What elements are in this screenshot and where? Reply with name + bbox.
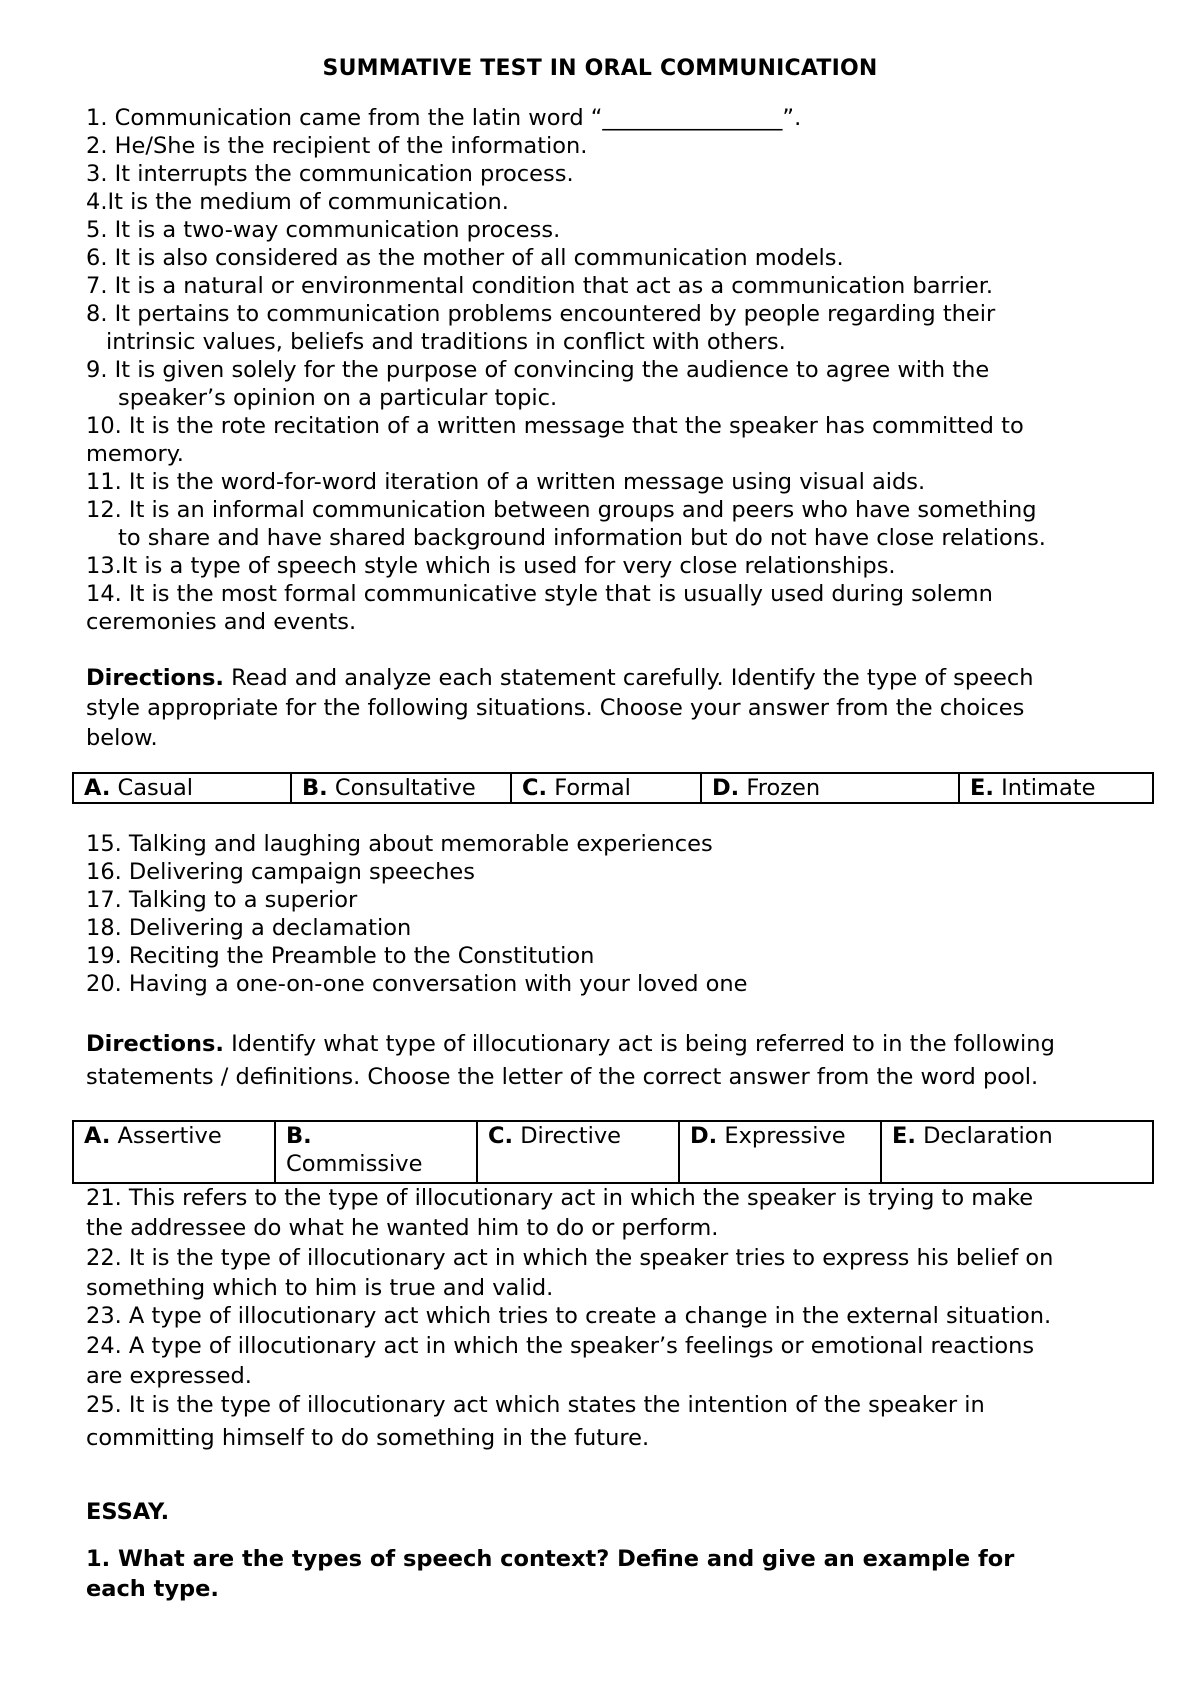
choice-directive: C. Directive	[477, 1121, 679, 1183]
question-25-cont: committing himself to do something in the future.	[86, 1425, 650, 1451]
page-title: SUMMATIVE TEST IN ORAL COMMUNICATION	[322, 56, 878, 81]
question-3: 3. It interrupts the communication process.	[86, 161, 574, 187]
question-6: 6. It is also considered as the mother of all communication models.	[86, 245, 844, 271]
question-13: 13.It is a type of speech style which is used for very close relationships.	[86, 553, 896, 579]
directions-label: Directions.	[86, 665, 224, 691]
question-10-cont: memory.	[86, 441, 184, 467]
choice-casual: A. Casual	[73, 773, 291, 803]
question-10: 10. It is the rote recitation of a written message that the speaker has committed to	[86, 413, 1024, 439]
question-8: 8. It pertains to communication problems encountered by people regarding their	[86, 301, 996, 327]
directions-illocutionary-cont: statements / definitions. Choose the letter of the correct answer from the word pool.	[86, 1064, 1039, 1090]
question-14-cont: ceremonies and events.	[86, 609, 357, 635]
question-9: 9. It is given solely for the purpose of convincing the audience to agree with the	[86, 357, 990, 383]
directions-text: Identify what type of illocutionary act is being referred to in the following	[223, 1031, 1055, 1057]
directions-speech-style	[86, 664, 1034, 692]
question-20: 20. Having a one-on-one conversation with your loved one	[86, 971, 748, 997]
question-24: 24. A type of illocutionary act in which the speaker’s feelings or emotional reactions	[86, 1333, 1035, 1359]
choice-consultative: B. Consultative	[291, 773, 511, 803]
question-24-cont: are expressed.	[86, 1363, 252, 1389]
choice-commissive: B. Commissive	[275, 1121, 477, 1183]
choice-formal: C. Formal	[511, 773, 701, 803]
question-25: 25. It is the type of illocutionary act which states the intention of the speaker in	[86, 1392, 985, 1418]
question-16: 16. Delivering campaign speeches	[86, 859, 475, 885]
question-9-cont: speaker’s opinion on a particular topic.	[118, 385, 558, 411]
choice-declaration: E. Declaration	[881, 1121, 1153, 1183]
question-21: 21. This refers to the type of illocutionary act in which the speaker is trying to make	[86, 1185, 1034, 1211]
question-12-cont: to share and have shared background information but do not have close relations.	[118, 525, 1046, 551]
question-19: 19. Reciting the Preamble to the Constitution	[86, 943, 595, 969]
question-7: 7. It is a natural or environmental condition that act as a communication barrier.	[86, 273, 994, 299]
question-22-cont: something which to him is true and valid.	[86, 1275, 554, 1301]
choice-assertive: A. Assertive	[73, 1121, 275, 1183]
choice-expressive: D. Expressive	[679, 1121, 881, 1183]
question-8-cont: intrinsic values, beliefs and traditions in conflict with others.	[106, 329, 786, 355]
directions-illocutionary	[86, 1030, 1055, 1058]
essay-question-1: 1. What are the types of speech context? Define and give an example for	[86, 1546, 1015, 1572]
illocutionary-choices-table	[72, 1120, 1154, 1184]
essay-question-1-cont: each type.	[86, 1576, 219, 1602]
directions-speech-style-cont2: below.	[86, 725, 158, 751]
choice-frozen: D. Frozen	[701, 773, 959, 803]
question-1: 1. Communication came from the latin word “________________”.	[86, 105, 802, 131]
question-21-cont: the addressee do what he wanted him to do or perform.	[86, 1215, 719, 1241]
question-11: 11. It is the word-for-word iteration of a written message using visual aids.	[86, 469, 926, 495]
question-5: 5. It is a two-way communication process.	[86, 217, 561, 243]
choice-intimate: E. Intimate	[959, 773, 1153, 803]
question-14: 14. It is the most formal communicative style that is usually used during solemn	[86, 581, 993, 607]
essay-heading: ESSAY.	[86, 1499, 170, 1525]
question-12: 12. It is an informal communication between groups and peers who have something	[86, 497, 1037, 523]
question-23: 23. A type of illocutionary act which tries to create a change in the external situation.	[86, 1303, 1052, 1329]
question-15: 15. Talking and laughing about memorable experiences	[86, 831, 713, 857]
directions-speech-style-cont: style appropriate for the following situations. Choose your answer from the choices	[86, 695, 1025, 721]
question-17: 17. Talking to a superior	[86, 887, 358, 913]
speech-style-choices-table	[72, 772, 1154, 804]
directions-text: Read and analyze each statement carefully. Identify the type of speech	[223, 665, 1034, 691]
directions-label: Directions.	[86, 1031, 224, 1057]
question-2: 2. He/She is the recipient of the information.	[86, 133, 588, 159]
question-18: 18. Delivering a declamation	[86, 915, 412, 941]
question-4: 4.It is the medium of communication.	[86, 189, 509, 215]
question-22: 22. It is the type of illocutionary act in which the speaker tries to express his belief on	[86, 1245, 1054, 1271]
